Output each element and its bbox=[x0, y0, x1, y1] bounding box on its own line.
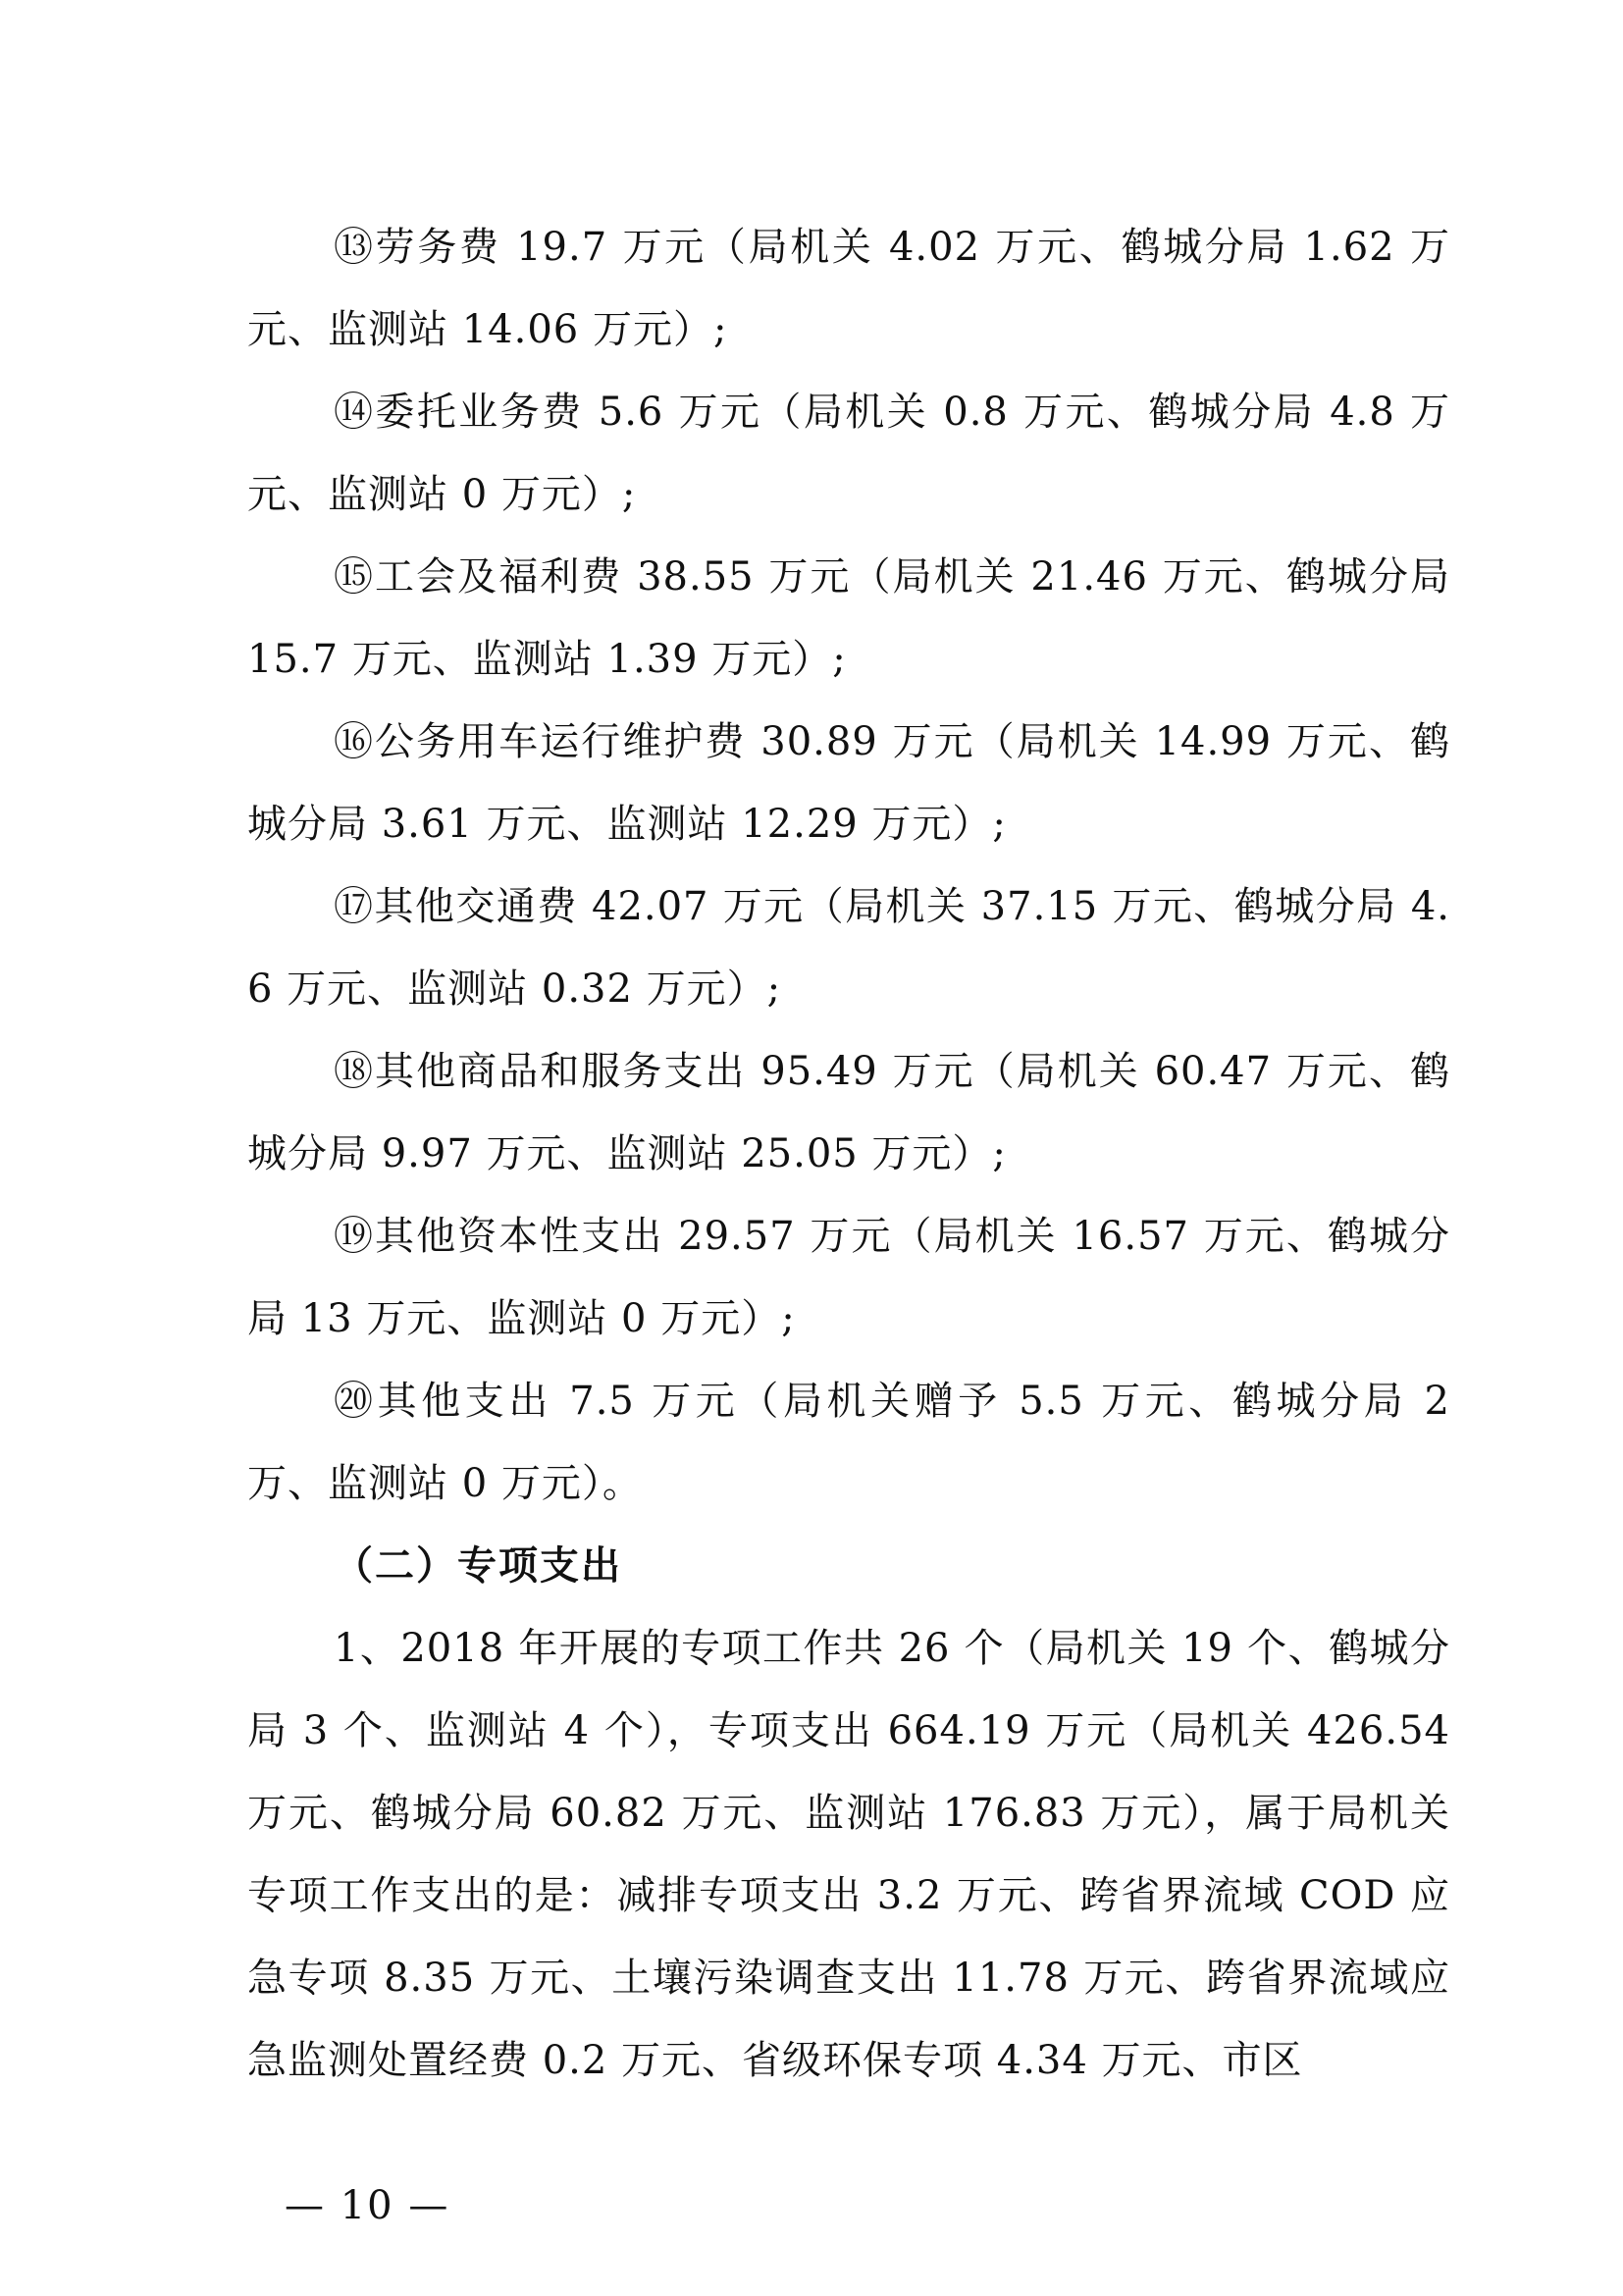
expense-item-20: ⑳其他支出 7.5 万元（局机关赠予 5.5 万元、鹤城分局 2 万、监测站 0 万元）。 bbox=[247, 1379, 1450, 1506]
expense-item-14: ⑭委托业务费 5.6 万元（局机关 0.8 万元、鹤城分局 4.8 万元、监测站 0 万元）; bbox=[247, 390, 1450, 517]
section-heading: （二）专项支出 bbox=[334, 1543, 622, 1589]
document-body bbox=[247, 206, 1450, 2102]
expense-item-19: ⑲其他资本性支出 29.57 万元（局机关 16.57 万元、鹤城分局 13 万元、监测站 0 万元）; bbox=[247, 1214, 1450, 1341]
expense-item-18: ⑱其他商品和服务支出 95.49 万元（局机关 60.47 万元、鹤城分局 9.97 万元、监测站 25.05 万元）; bbox=[247, 1049, 1450, 1176]
expense-item-13: ⑬劳务费 19.7 万元（局机关 4.02 万元、鹤城分局 1.62 万元、监测站 14.06 万元）; bbox=[247, 225, 1450, 352]
expense-item-17: ⑰其他交通费 42.07 万元（局机关 37.15 万元、鹤城分局 4.6 万元、监测站 0.32 万元）; bbox=[247, 884, 1450, 1012]
section-paragraph: 1、2018 年开展的专项工作共 26 个（局机关 19 个、鹤城分局 3 个、监测站 4 个），专项支出 664.19 万元（局机关 426.54 万元、鹤城分局 60.82 万元、监测站 176.83 万元），属于局机关专项工作支出的是：减排专项支出 3.2 万元、跨省界流域 COD 应急专项 8.35 万元、土壤污染调查支出 11.78 万元、跨省界流域应急监测处置经费 0.2 万元、省级环保专项 4.34 万元、市区 bbox=[247, 1626, 1450, 2083]
page-number: — 10 — bbox=[285, 2183, 450, 2228]
expense-item-15: ⑮工会及福利费 38.55 万元（局机关 21.46 万元、鹤城分局 15.7 万元、监测站 1.39 万元）; bbox=[247, 554, 1450, 682]
expense-item-16: ⑯公务用车运行维护费 30.89 万元（局机关 14.99 万元、鹤城分局 3.61 万元、监测站 12.29 万元）; bbox=[247, 719, 1450, 847]
